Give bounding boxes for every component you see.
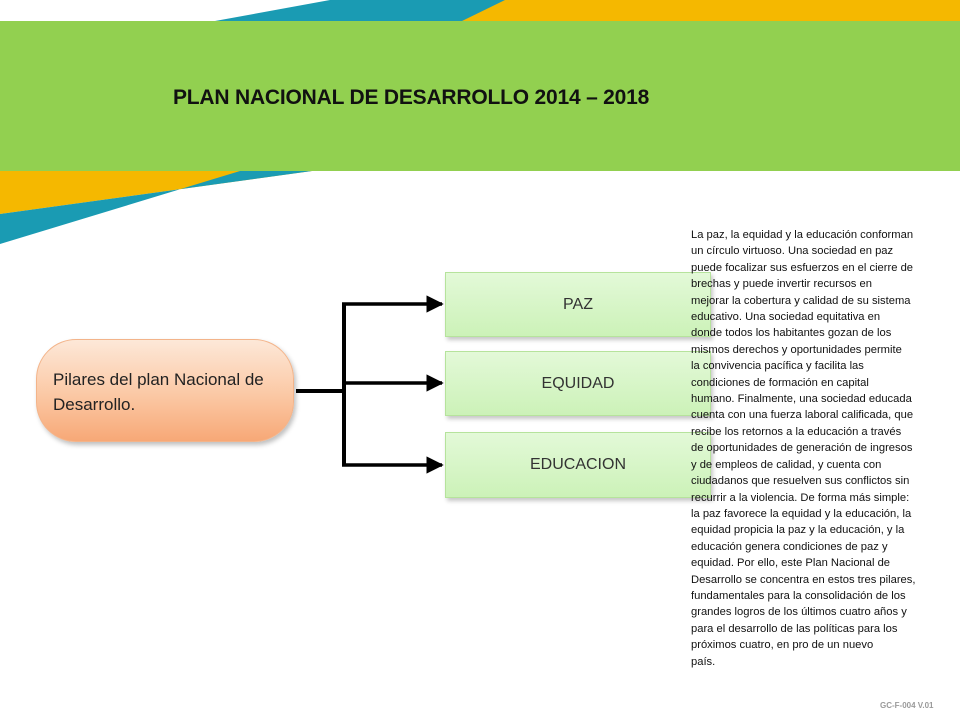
top-teal-stripe [215, 0, 505, 21]
description-paragraph: La paz, la equidad y la educación conforman un círculo virtuoso. Una sociedad en paz puede focalizar sus esfuerzos en el cierre de brechas y puede invertir recursos en mejorar la cobertura y calidad de su sistema educativo. Una sociedad equitativa en donde todos los habitantes gozan de los mismos derechos y oportunidades permite la convivencia pacífica y facilita las condiciones de formación en capital humano. Finalmente, una sociedad educada cuenta con una fuerza laboral calificada, que recibe los retornos a la educación a través de oportunidades de generación de ingresos y de empleos de calidad, y cuenta con ciudadanos que resuelven sus conflictos sin recurrir a la violencia. De forma más simple: la paz favorece la equidad y la educación, la equidad propicia la paz y la educación, y la educación genera condiciones de paz y equidad. Por ello, este Plan Nacional de Desarrollo se concentra en estos tres pilares, fundamentales para la consolidación de los grandes logros de los últimos cuatro años y para el desarrollo de las políticas para los próximos cuatro, en pro de un nuevo país. [691, 229, 916, 668]
node-equidad: EQUIDAD [445, 351, 711, 416]
diagram-connectors [296, 304, 442, 465]
slide-title: PLAN NACIONAL DE DESARROLLO 2014 – 2018 [173, 86, 650, 109]
node-paz: PAZ [445, 272, 711, 337]
root-node-pillars: Pilares del plan Nacional de Desarrollo. [36, 339, 294, 442]
document-code: GC-F-004 V.01 [880, 701, 934, 710]
node-educacion: EDUCACION [445, 432, 711, 498]
